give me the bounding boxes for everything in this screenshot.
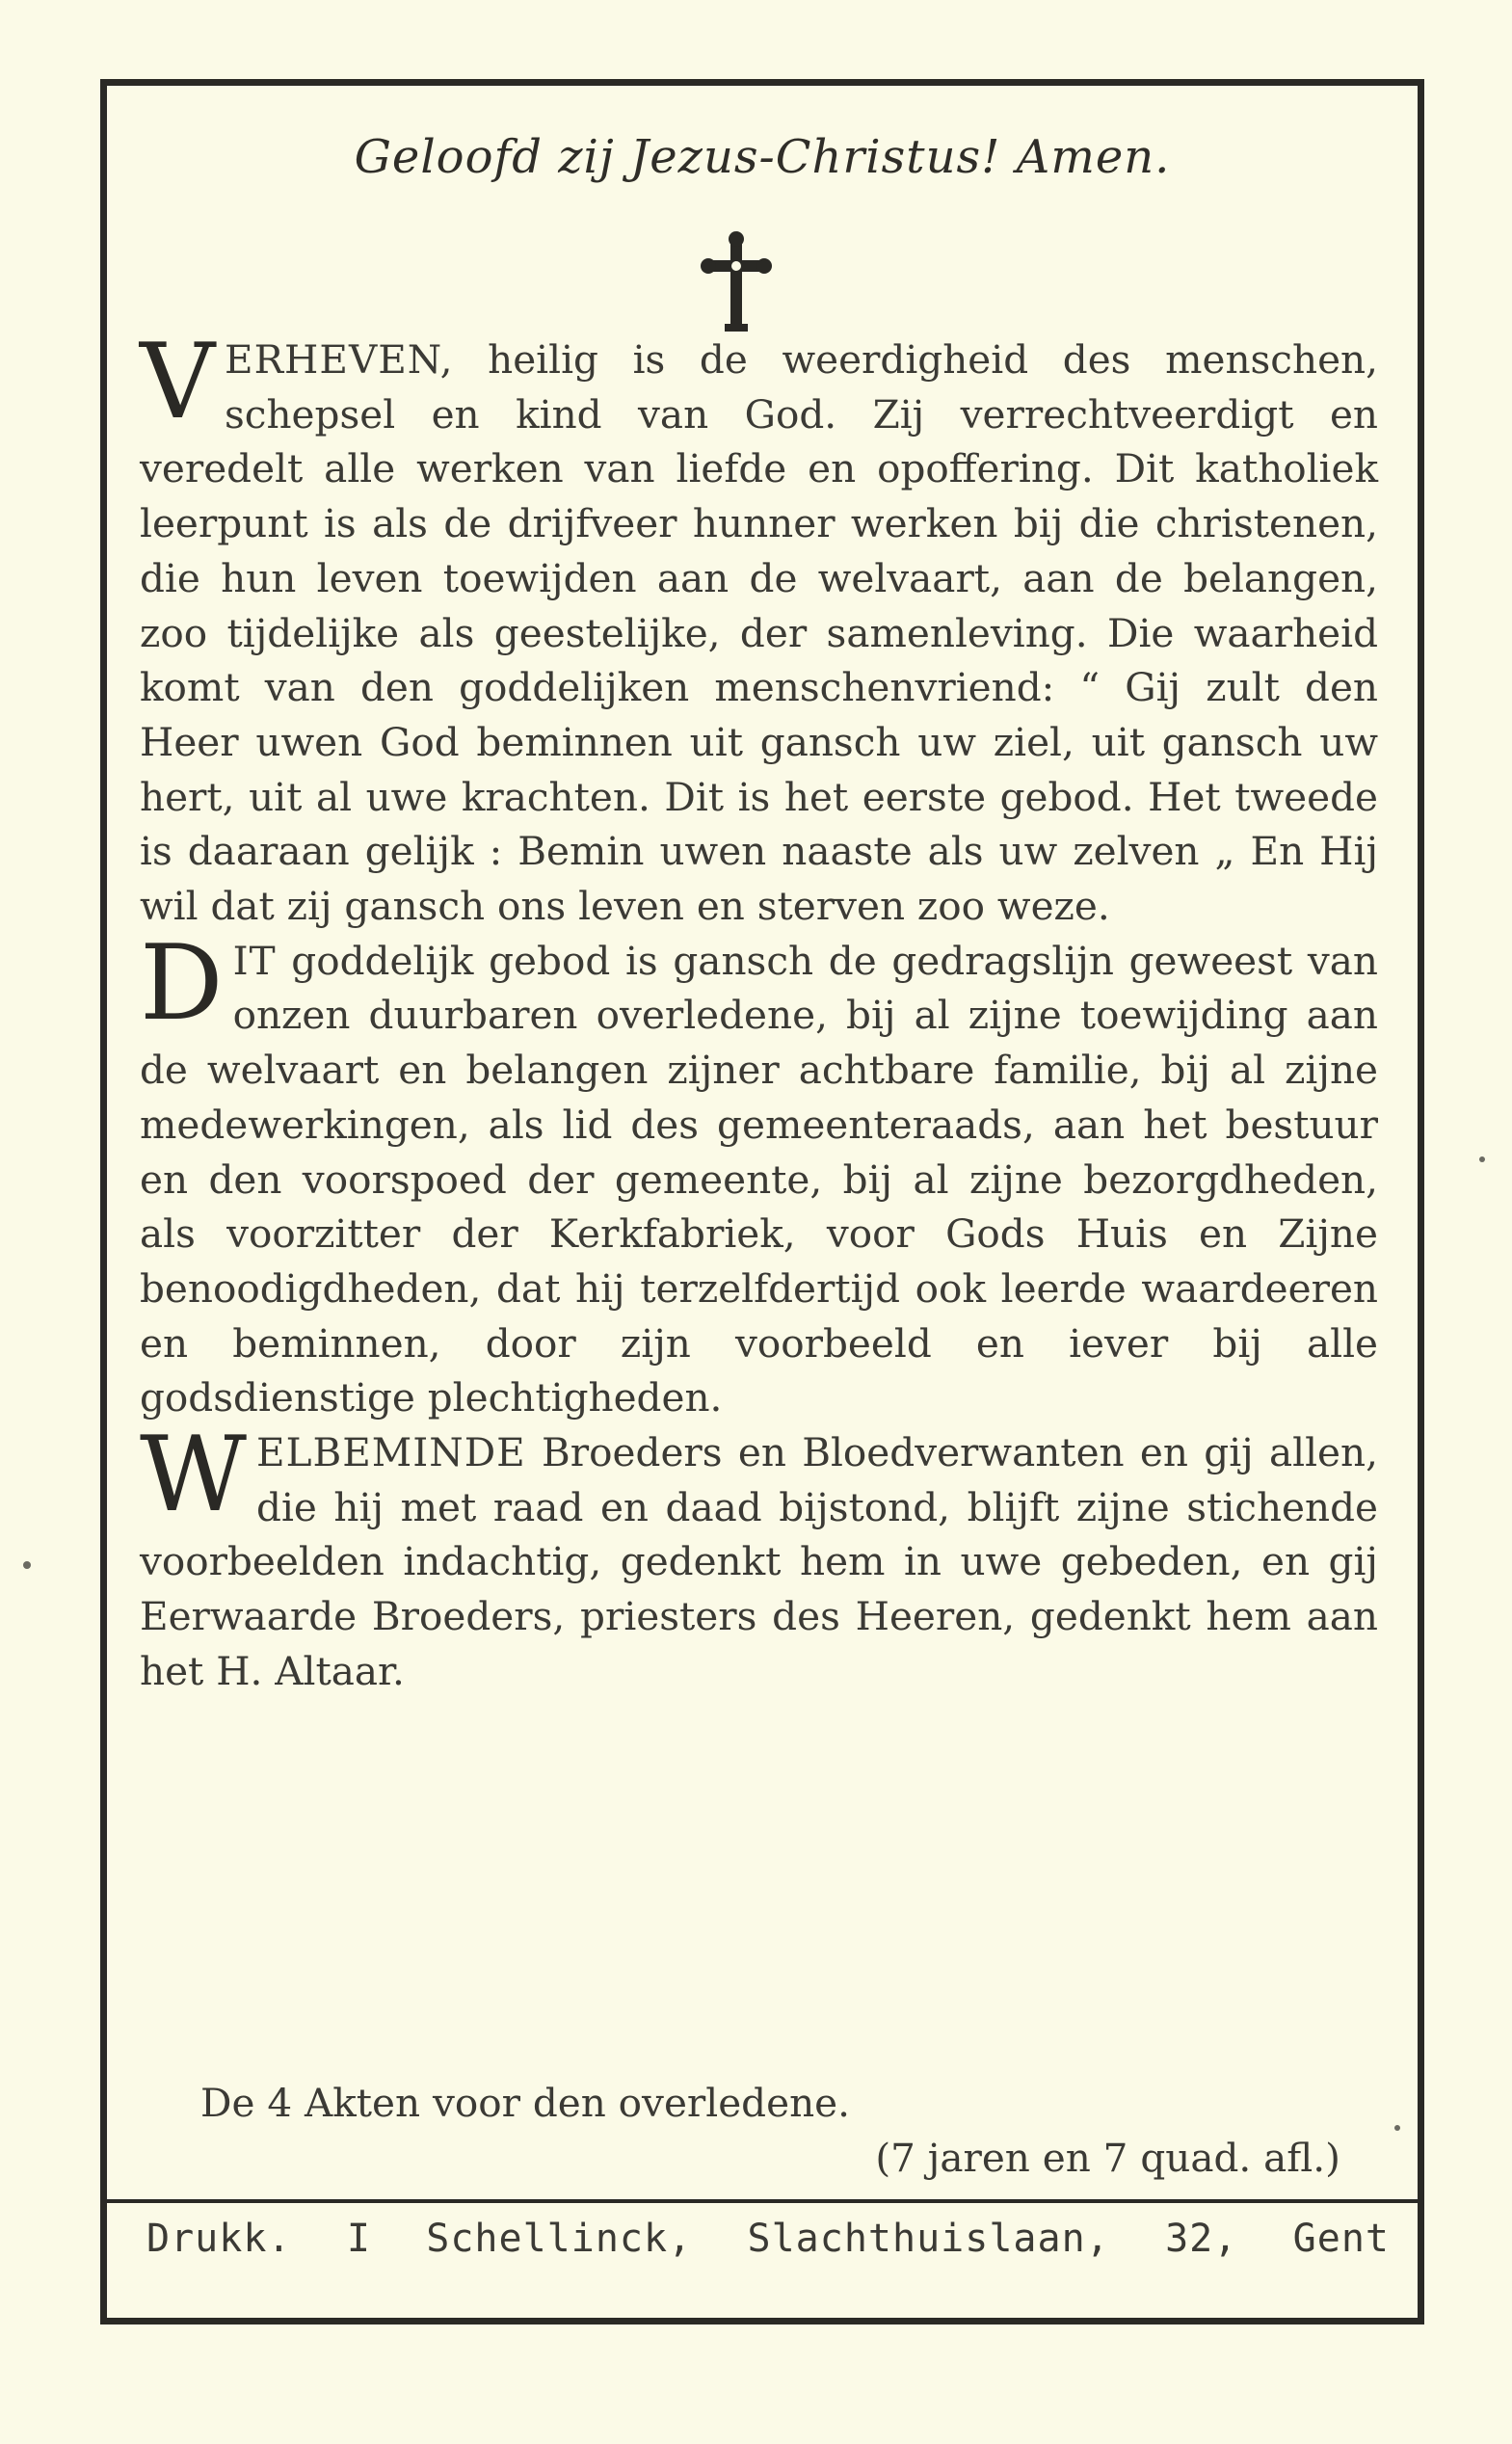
divider	[100, 2199, 1424, 2203]
indulgence-note: (7 jaren en 7 quad. afl.)	[875, 2135, 1340, 2181]
body-text	[140, 322, 1378, 1699]
lead-word: ERHEVEN,	[225, 336, 454, 383]
paragraph-text: heilig is de weerdigheid des menschen, schepsel en kind van God. Zij verrechtveerdigt en veredelt alle werken van liefde en opoffering. Dit katholiek leerpunt is als de drijfveer hunner werken bij die christenen, die hun leven toewijden aan de welvaart, aan de belangen, zoo tijdelijke als geestelijke, der samenleving. Die waarheid komt van den goddelijken menschenvriend: “ Gij zult den Heer uwen God beminnen uit gansch uw ziel, uit gansch uw hert, uit al uwe krachten. Dit is het eerste gebod. Het tweede is daaraan gelijk : Bemin uwen naaste als uw zelven „ En Hij wil dat zij gansch ons leven en sterven zoo weze.	[140, 336, 1378, 930]
drop-cap: W	[140, 1415, 248, 1536]
drop-cap: D	[140, 922, 224, 1044]
paragraph-welbeminde	[140, 1415, 1378, 1699]
heading: Geloofd zij Jezus-Christus! Amen.	[354, 130, 1171, 184]
ink-speck	[1394, 2125, 1400, 2131]
printer-line: Drukk. I Schellinck, Slachthuislaan, 32, Gent	[146, 2217, 1390, 2261]
akten-line: De 4 Akten voor den overledene.	[200, 2080, 851, 2126]
paragraph-text: goddelijk gebod is gansch de gedragslijn geweest van onzen duurbaren overledene, bij al zijne toewijding aan de welvaart en belangen zijner achtbare familie, bij al zijne medewerkingen, als lid des gemeenteraads, aan het bestuur en den voorspoed der gemeente, bij al zijne bezorgdheden, als voorzitter der Kerkfabriek, voor Gods Huis en Zijne benoodigdheden, dat hij terzelfdertijd ook leerde waardeeren en beminnen, door zijn voorbeeld en iever bij alle godsdienstige plechtigheden.	[140, 937, 1378, 1421]
ink-speck	[1479, 1156, 1485, 1162]
paragraph-dit	[140, 922, 1378, 1425]
ornate-cross-icon	[693, 231, 780, 337]
ink-speck	[23, 1561, 31, 1569]
lead-word: IT	[232, 937, 277, 984]
drop-cap: V	[140, 322, 215, 442]
lead-word: ELBEMINDE	[256, 1429, 526, 1476]
paragraph-text: Broeders en Bloedverwanten en gij allen, die hij met raad en daad bijstond, blijft zijne stichende voorbeelden indachtig, gedenkt hem in uwe gebeden, en gij Eerwaarde Broeders, priesters des Heeren, gedenkt hem aan het H. Altaar.	[140, 1429, 1378, 1694]
paragraph-verheven	[140, 322, 1378, 934]
